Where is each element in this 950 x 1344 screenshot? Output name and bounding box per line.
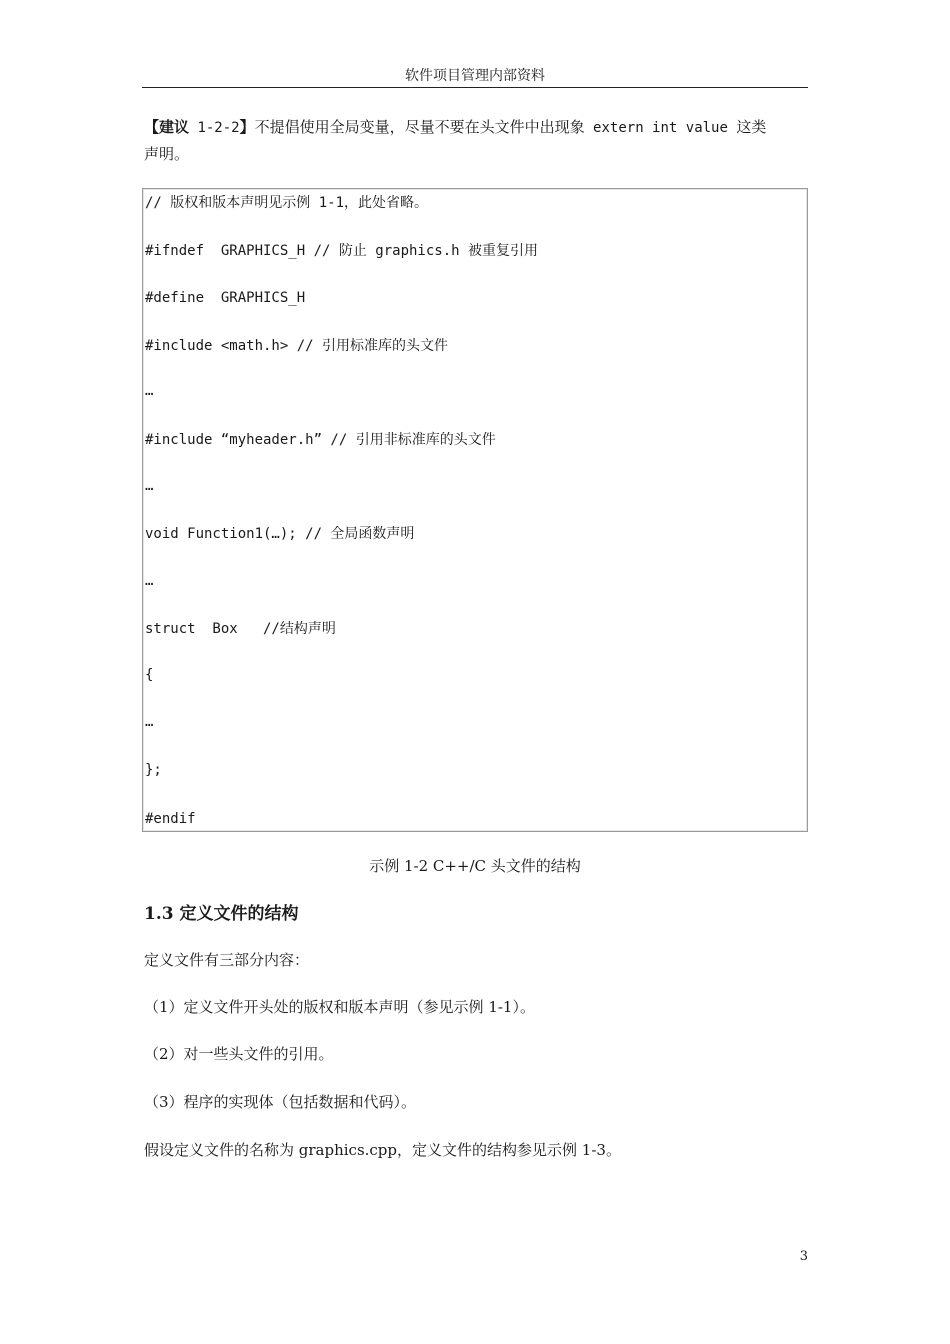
- code-line: #include <math.h> // 引用标准库的头文件: [145, 338, 449, 354]
- page-number: 3: [799, 1249, 808, 1264]
- advice-code: extern int value: [584, 120, 737, 136]
- advice-number: 1-2-2: [189, 120, 240, 136]
- advice-label: 【建议: [144, 118, 190, 136]
- code-line: …: [145, 573, 154, 589]
- code-line: {: [145, 667, 154, 683]
- advice-paragraph: [144, 114, 808, 167]
- page-header: 软件项目管理内部资料: [142, 66, 808, 88]
- advice-line2: 声明。: [144, 145, 190, 163]
- code-line: #endif: [145, 811, 196, 827]
- code-line: #include “myheader.h” // 引用非标准库的头文件: [145, 432, 496, 448]
- code-line: …: [145, 478, 154, 494]
- body-closing: 假设定义文件的名称为 graphics.cpp，定义文件的结构参见示例 1-3。: [144, 1141, 621, 1159]
- list-item: （3）程序的实现体（包括数据和代码）。: [144, 1093, 417, 1111]
- advice-text-before: 不提倡使用全局变量，尽量不要在头文件中出现象: [254, 118, 585, 136]
- section-heading: 1.3 定义文件的结构: [144, 904, 299, 924]
- list-item: （1）定义文件开头处的版权和版本声明（参见示例 1-1）。: [144, 998, 535, 1016]
- code-line: #define GRAPHICS_H: [145, 290, 306, 306]
- advice-bracket-close: 】: [239, 118, 255, 136]
- code-line: // 版权和版本声明见示例 1-1，此处省略。: [145, 195, 428, 211]
- code-line: …: [145, 383, 154, 399]
- advice-text-after: 这类: [736, 118, 767, 136]
- code-example-box: [142, 188, 808, 832]
- code-line: struct Box //结构声明: [145, 621, 336, 637]
- code-line: #ifndef GRAPHICS_H // 防止 graphics.h 被重复引用: [145, 243, 539, 259]
- example-caption: 示例 1-2 C++/C 头文件的结构: [369, 857, 581, 875]
- body-intro: 定义文件有三部分内容：: [144, 951, 310, 969]
- list-item: （2）对一些头文件的引用。: [144, 1045, 334, 1063]
- code-line: …: [145, 714, 154, 730]
- code-line: };: [145, 762, 162, 778]
- code-line: void Function1(…); // 全局函数声明: [145, 526, 415, 542]
